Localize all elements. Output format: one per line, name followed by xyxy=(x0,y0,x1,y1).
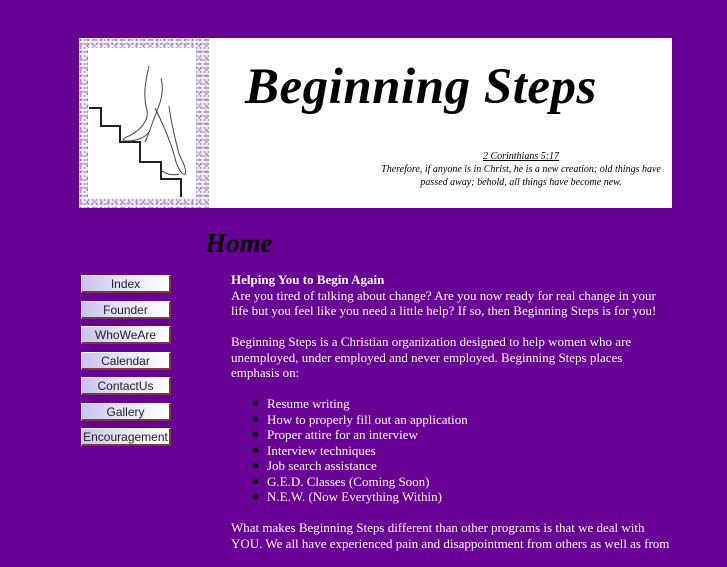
bible-verse xyxy=(375,150,667,189)
nav-button-index[interactable]: Index xyxy=(81,275,171,293)
list-item: G.E.D. Classes (Coming Soon) xyxy=(267,474,671,490)
list-item: Job search assistance xyxy=(267,458,671,474)
nav-button-gallery[interactable]: Gallery xyxy=(81,403,171,421)
list-item: Interview techniques xyxy=(267,443,671,459)
list-item: Proper attire for an interview xyxy=(267,427,671,443)
main-content xyxy=(231,272,671,567)
header-banner xyxy=(79,38,672,208)
sidebar-nav xyxy=(81,275,173,454)
nav-button-whoweare[interactable]: WhoWeAre xyxy=(81,326,171,344)
verse-reference: 2 Corinthians 5:17 xyxy=(482,151,560,162)
nav-button-founder[interactable]: Founder xyxy=(81,301,171,319)
services-list xyxy=(231,396,671,505)
about-paragraph: Beginning Steps is a Christian organization designed to help women who are unemployed, under employed and never employed. Beginning Steps places emphasis on: xyxy=(231,334,632,380)
lead-heading: Helping You to Begin Again xyxy=(231,272,385,287)
stairs-illustration xyxy=(79,38,209,208)
nav-button-contactus[interactable]: ContactUs xyxy=(81,377,171,395)
site-title: Beginning Steps xyxy=(245,59,597,115)
list-item: Resume writing xyxy=(267,396,671,412)
nav-button-calendar[interactable]: Calendar xyxy=(81,352,171,370)
stairs-legs-icon xyxy=(79,38,209,208)
verse-text: Therefore, if anyone is in Christ, he is a new creation; old things have passed away; behold, all things have become new. xyxy=(381,164,661,188)
list-item: N.E.W. (Now Everything Within) xyxy=(267,489,671,505)
page-title: Home xyxy=(205,228,273,258)
nav-button-encouragement[interactable]: Encouragement xyxy=(81,428,171,446)
intro-text: Are you tired of talking about change? Are you now ready for real change in your life but you feel like you need a little help? If so, then Beginning Steps is for you! xyxy=(231,287,657,318)
difference-paragraph: What makes Beginning Steps different than other programs is that we deal with YOU. We all have experienced pain and disappointment from others as well as from xyxy=(231,520,670,551)
intro-paragraph xyxy=(231,272,671,319)
list-item: How to properly fill out an application xyxy=(267,412,671,428)
